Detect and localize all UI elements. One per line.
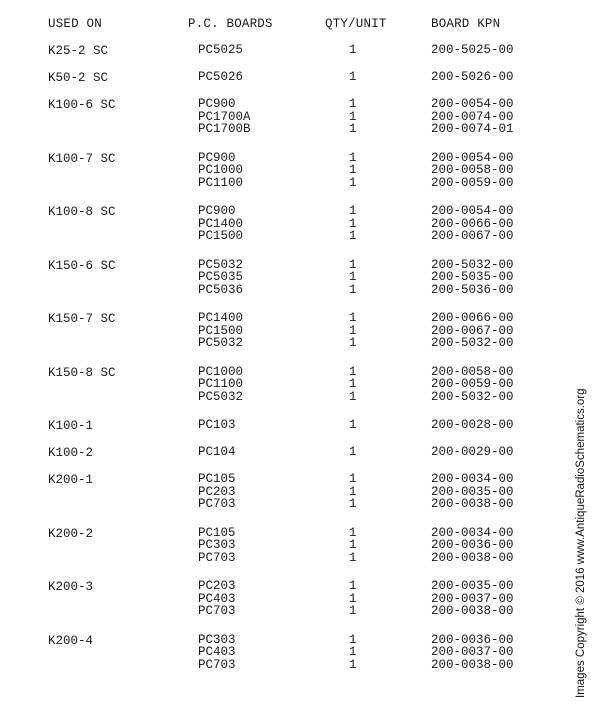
- qty-cell: 1: [349, 389, 357, 404]
- pc-board-cell: PC5036: [198, 282, 244, 297]
- table-row: [0, 271, 560, 284]
- qty-cell: 1: [349, 150, 357, 165]
- table-group: [0, 366, 560, 404]
- table-header: [0, 17, 560, 33]
- used-on-label: K100-6 SC: [48, 98, 116, 112]
- pc-board-cell: PC900: [198, 204, 236, 218]
- used-on-label: K25-2 SC: [48, 44, 109, 58]
- board-kpn-cell: 200-0066-00: [431, 216, 514, 231]
- qty-cell: 1: [349, 445, 357, 459]
- qty-cell: 1: [349, 97, 357, 111]
- pc-board-cell: PC5035: [198, 270, 244, 284]
- table-row: [0, 446, 560, 459]
- table-group: [0, 71, 560, 84]
- header-qty-unit: QTY/UNIT: [325, 17, 387, 31]
- qty-cell: 1: [349, 550, 357, 565]
- pc-board-cell: PC1500: [198, 229, 244, 243]
- qty-cell: 1: [349, 604, 357, 618]
- qty-cell: 1: [349, 645, 357, 659]
- pc-board-cell: PC5025: [198, 43, 244, 57]
- table-row: [0, 605, 560, 618]
- pc-board-cell: PC900: [198, 97, 236, 111]
- used-on-label: K100-7 SC: [48, 151, 116, 166]
- board-kpn-cell: 200-0038-00: [431, 604, 514, 618]
- qty-cell: 1: [349, 364, 357, 379]
- pc-board-cell: PC703: [198, 497, 236, 511]
- qty-cell: 1: [349, 204, 357, 218]
- board-kpn-cell: 200-0054-00: [431, 204, 514, 218]
- board-kpn-cell: 200-0067-00: [431, 323, 514, 338]
- board-kpn-cell: 200-0066-00: [431, 311, 514, 325]
- table-row: [0, 177, 560, 190]
- table-group: [0, 580, 560, 618]
- pc-board-cell: PC105: [198, 472, 236, 486]
- pc-board-cell: PC5032: [198, 257, 244, 272]
- pc-board-cell: PC1700B: [198, 122, 251, 136]
- used-on-label: K200-4: [48, 633, 94, 648]
- used-on-label: K150-7 SC: [48, 312, 116, 326]
- used-on-label: K150-6 SC: [48, 258, 116, 273]
- qty-cell: 1: [349, 163, 357, 177]
- table-row: [0, 312, 560, 325]
- pc-board-cell: PC1100: [198, 377, 244, 391]
- used-on-label: K100-1: [48, 419, 94, 433]
- table-row: [0, 98, 560, 111]
- qty-cell: 1: [349, 109, 357, 124]
- qty-cell: 1: [349, 229, 357, 243]
- board-kpn-cell: 200-0035-00: [431, 484, 514, 499]
- board-kpn-cell: 200-0035-00: [431, 579, 514, 593]
- pc-board-cell: PC103: [198, 418, 236, 432]
- pc-board-cell: PC403: [198, 645, 236, 659]
- pc-board-cell: PC1000: [198, 364, 244, 379]
- header-board-kpn: BOARD KPN: [431, 17, 501, 31]
- qty-cell: 1: [349, 282, 357, 297]
- table-row: [0, 539, 560, 552]
- table-row: [0, 419, 560, 432]
- qty-cell: 1: [349, 336, 357, 350]
- board-kpn-cell: 200-0058-00: [431, 163, 514, 177]
- pc-board-cell: PC403: [198, 591, 236, 606]
- table-row: [0, 378, 560, 391]
- table-row: [0, 391, 560, 404]
- board-kpn-cell: 200-0074-01: [431, 122, 514, 136]
- pc-board-cell: PC203: [198, 484, 236, 499]
- used-on-label: K200-3: [48, 580, 94, 594]
- qty-cell: 1: [349, 323, 357, 338]
- table-group: [0, 312, 560, 350]
- table-row: [0, 230, 560, 243]
- table-row: [0, 498, 560, 511]
- header-used-on: USED ON: [48, 17, 102, 31]
- qty-cell: 1: [349, 657, 357, 672]
- board-kpn-cell: 200-0034-00: [431, 472, 514, 486]
- table-row: [0, 71, 560, 84]
- qty-cell: 1: [349, 538, 357, 552]
- board-kpn-cell: 200-0054-00: [431, 97, 514, 111]
- table-group: [0, 44, 560, 57]
- pc-board-cell: PC105: [198, 525, 236, 540]
- qty-cell: 1: [349, 591, 357, 606]
- board-kpn-cell: 200-0036-00: [431, 632, 514, 647]
- pc-board-cell: PC104: [198, 445, 236, 459]
- pc-board-cell: PC703: [198, 550, 236, 565]
- table-group: [0, 634, 560, 672]
- board-kpn-cell: 200-5036-00: [431, 282, 514, 297]
- used-on-label: K200-1: [48, 473, 94, 487]
- pc-board-cell: PC1700A: [198, 109, 251, 124]
- board-kpn-cell: 200-0059-00: [431, 175, 514, 190]
- table-group: [0, 419, 560, 432]
- board-kpn-cell: 200-0059-00: [431, 377, 514, 391]
- board-kpn-cell: 200-0037-00: [431, 591, 514, 606]
- board-kpn-cell: 200-0074-00: [431, 109, 514, 124]
- table-group: [0, 259, 560, 297]
- board-kpn-cell: 200-0038-00: [431, 550, 514, 565]
- board-kpn-cell: 200-5032-00: [431, 389, 514, 404]
- pc-board-cell: PC5032: [198, 389, 244, 404]
- table-row: [0, 337, 560, 350]
- used-on-label: K100-8 SC: [48, 205, 116, 219]
- pc-board-cell: PC303: [198, 632, 236, 647]
- board-kpn-cell: 200-0038-00: [431, 497, 514, 511]
- board-kpn-cell: 200-5032-00: [431, 336, 514, 350]
- pc-board-cell: PC5026: [198, 70, 244, 84]
- table-row: [0, 646, 560, 659]
- qty-cell: 1: [349, 418, 357, 432]
- qty-cell: 1: [349, 632, 357, 647]
- qty-cell: 1: [349, 270, 357, 284]
- board-kpn-cell: 200-5026-00: [431, 70, 514, 84]
- table-row: [0, 659, 560, 672]
- qty-cell: 1: [349, 311, 357, 325]
- table-row: [0, 164, 560, 177]
- qty-cell: 1: [349, 484, 357, 499]
- used-on-label: K200-2: [48, 526, 94, 541]
- board-kpn-cell: 200-0038-00: [431, 657, 514, 672]
- used-on-label: K150-8 SC: [48, 365, 116, 380]
- pc-board-cell: PC703: [198, 604, 236, 618]
- board-kpn-cell: 200-0037-00: [431, 645, 514, 659]
- board-kpn-cell: 200-0054-00: [431, 150, 514, 165]
- pc-board-cell: PC5032: [198, 336, 244, 350]
- board-kpn-cell: 200-5032-00: [431, 257, 514, 272]
- qty-cell: 1: [349, 122, 357, 136]
- pc-board-cell: PC1100: [198, 175, 244, 190]
- qty-cell: 1: [349, 216, 357, 231]
- table-group: [0, 152, 560, 190]
- pc-board-cell: PC1000: [198, 163, 244, 177]
- table-group: [0, 446, 560, 459]
- qty-cell: 1: [349, 497, 357, 511]
- table-row: [0, 552, 560, 565]
- table-row: [0, 44, 560, 57]
- qty-cell: 1: [349, 43, 357, 57]
- table-group: [0, 527, 560, 565]
- qty-cell: 1: [349, 377, 357, 391]
- pc-board-cell: PC1400: [198, 311, 244, 325]
- board-kpn-cell: 200-0029-00: [431, 445, 514, 459]
- board-kpn-cell: 200-5035-00: [431, 270, 514, 284]
- header-pc-boards: P.C. BOARDS: [188, 17, 273, 31]
- board-table: [0, 44, 560, 687]
- pc-board-cell: PC303: [198, 538, 236, 552]
- board-kpn-cell: 200-5025-00: [431, 43, 514, 57]
- pc-board-cell: PC1400: [198, 216, 244, 231]
- used-on-label: K100-2: [48, 446, 94, 460]
- qty-cell: 1: [349, 472, 357, 486]
- table-group: [0, 473, 560, 511]
- pc-board-cell: PC703: [198, 657, 236, 672]
- qty-cell: 1: [349, 525, 357, 540]
- table-row: [0, 205, 560, 218]
- table-row: [0, 123, 560, 136]
- board-kpn-cell: 200-0036-00: [431, 538, 514, 552]
- pc-board-cell: PC1500: [198, 323, 244, 338]
- copyright-text: Images Copyright © 2016 www.AntiqueRadioSchematics.org: [575, 388, 587, 698]
- qty-cell: 1: [349, 175, 357, 190]
- board-kpn-cell: 200-0058-00: [431, 364, 514, 379]
- table-group: [0, 98, 560, 136]
- table-group: [0, 205, 560, 243]
- table-row: [0, 580, 560, 593]
- pc-board-cell: PC203: [198, 579, 236, 593]
- table-row: [0, 473, 560, 486]
- board-kpn-cell: 200-0034-00: [431, 525, 514, 540]
- table-row: [0, 284, 560, 297]
- used-on-label: K50-2 SC: [48, 71, 109, 85]
- qty-cell: 1: [349, 257, 357, 272]
- board-kpn-cell: 200-0028-00: [431, 418, 514, 432]
- qty-cell: 1: [349, 70, 357, 84]
- qty-cell: 1: [349, 579, 357, 593]
- pc-board-cell: PC900: [198, 150, 236, 165]
- board-kpn-cell: 200-0067-00: [431, 229, 514, 243]
